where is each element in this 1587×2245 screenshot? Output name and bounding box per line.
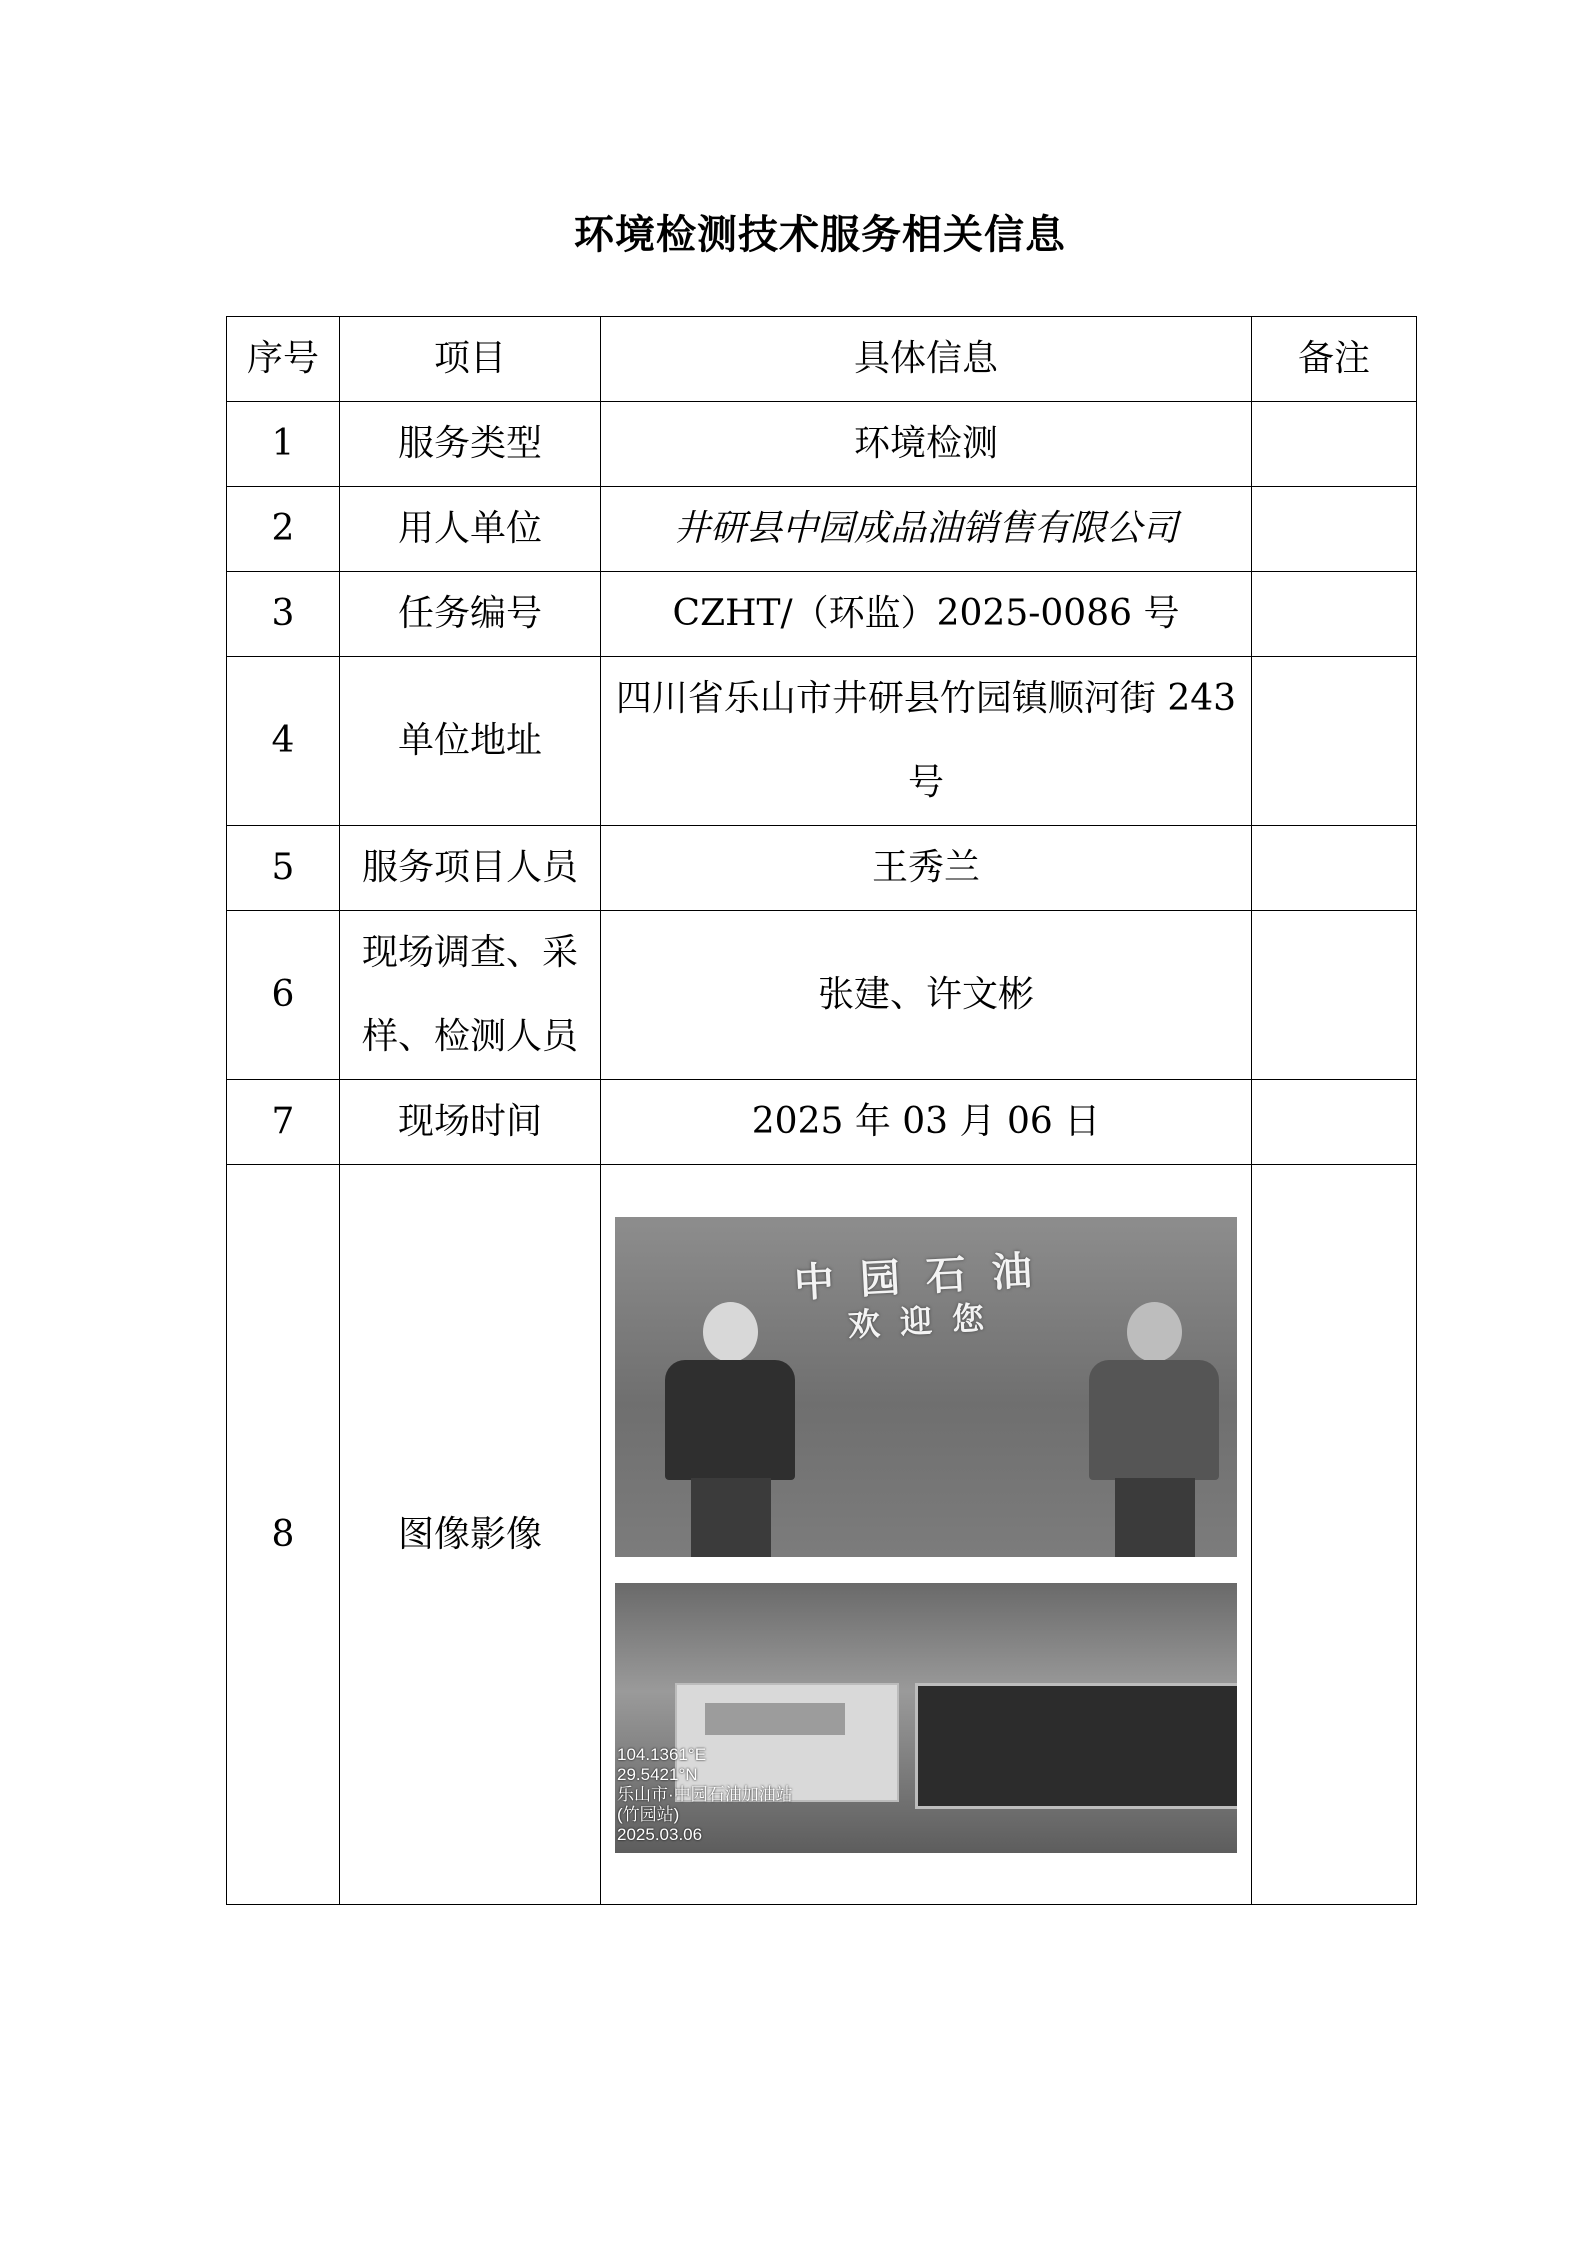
table-row (227, 911, 1417, 1080)
address-text: 四川省乐山市井研县竹园镇顺河街 243 号 (615, 678, 1237, 803)
table-row (227, 1080, 1417, 1165)
item-text: 现场调查、采样、检测人员 (361, 932, 578, 1057)
row-detail: 环境检测 (601, 402, 1252, 487)
row-num: 6 (227, 911, 340, 1080)
row-note (1252, 487, 1417, 572)
header-note: 备注 (1252, 317, 1417, 402)
equipment-case (915, 1683, 1237, 1809)
table-row (227, 826, 1417, 911)
row-note (1252, 911, 1417, 1080)
header-detail: 具体信息 (601, 317, 1252, 402)
photo-stack (601, 1217, 1251, 1853)
row-item: 任务编号 (340, 572, 601, 657)
row-detail: 张建、许文彬 (601, 911, 1252, 1080)
row-num: 4 (227, 657, 340, 826)
row-item (340, 911, 601, 1080)
table-row (227, 572, 1417, 657)
row-detail (601, 1165, 1252, 1905)
wall-sign-line2: 欢迎您 (847, 1297, 1005, 1344)
wall-sign-line1: 中园石油 (792, 1246, 1060, 1307)
row-num: 3 (227, 572, 340, 657)
stamp-line: 2025.03.06 (617, 1824, 703, 1844)
row-detail: 王秀兰 (601, 826, 1252, 911)
stamp-line: (竹园站) (617, 1804, 680, 1824)
row-note (1252, 657, 1417, 826)
site-photo-staff (615, 1217, 1237, 1557)
table-header-row (227, 317, 1417, 402)
row-item: 现场时间 (340, 1080, 601, 1165)
person-figure (653, 1302, 803, 1557)
row-num: 8 (227, 1165, 340, 1905)
row-detail: 2025 年 03 月 06 日 (601, 1080, 1252, 1165)
stamp-line: 104.1361°E (617, 1744, 707, 1764)
table-row (227, 402, 1417, 487)
table-row (227, 487, 1417, 572)
table-row (227, 1165, 1417, 1905)
header-num: 序号 (227, 317, 340, 402)
header-item: 项目 (340, 317, 601, 402)
row-detail: CZHT/（环监）2025-0086 号 (601, 572, 1252, 657)
person-figure (1077, 1302, 1227, 1557)
photo-timestamp (617, 1745, 793, 1845)
row-num: 7 (227, 1080, 340, 1165)
stamp-line: 29.5421°N (617, 1764, 698, 1784)
table-row (227, 657, 1417, 826)
row-detail (601, 657, 1252, 826)
row-note (1252, 1165, 1417, 1905)
row-note (1252, 826, 1417, 911)
row-num: 2 (227, 487, 340, 572)
row-item: 服务类型 (340, 402, 601, 487)
row-item: 图像影像 (340, 1165, 601, 1905)
site-photo-equipment (615, 1583, 1237, 1853)
document-title: 环境检测技术服务相关信息 (574, 211, 1066, 258)
row-note (1252, 402, 1417, 487)
info-table (226, 316, 1417, 1905)
row-item: 用人单位 (340, 487, 601, 572)
row-num: 5 (227, 826, 340, 911)
row-item: 单位地址 (340, 657, 601, 826)
row-note (1252, 572, 1417, 657)
row-num: 1 (227, 402, 340, 487)
row-item: 服务项目人员 (340, 826, 601, 911)
stamp-line: 乐山市·中园石油加油站 (617, 1784, 793, 1804)
row-note (1252, 1080, 1417, 1165)
row-detail: 井研县中园成品油销售有限公司 (601, 487, 1252, 572)
